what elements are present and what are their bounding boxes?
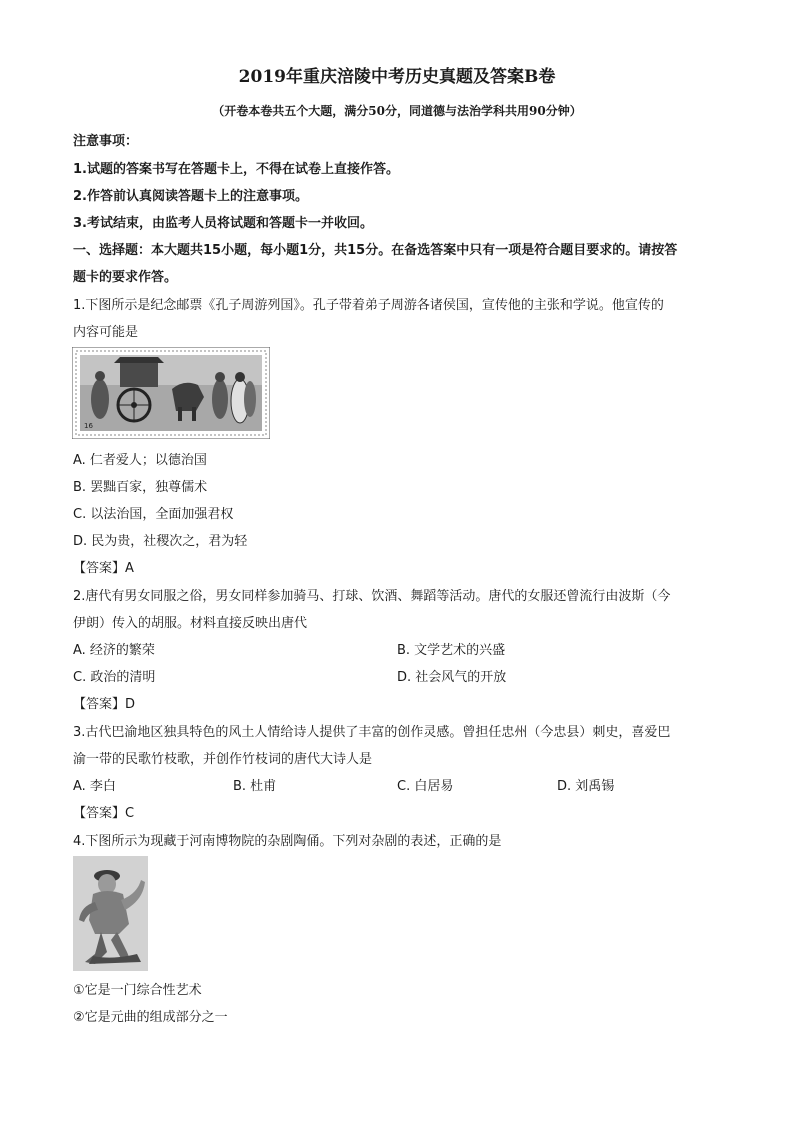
option-b: B. 文学艺术的兴盛 — [397, 643, 506, 658]
svg-text:16: 16 — [84, 422, 93, 430]
answer: 【答案】C — [73, 806, 135, 821]
answer: 【答案】D — [73, 697, 136, 712]
zaju-figurine-image — [73, 856, 148, 971]
statement-item: ①它是一门综合性艺术 — [73, 983, 202, 998]
option-d: D. 民为贵，社稷次之，君为轻 — [73, 534, 248, 549]
option-a: A. 仁者爱人；以德治国 — [73, 453, 207, 468]
option-b: B. 杜甫 — [233, 779, 277, 794]
option-c: C. 以法治国，全面加强君权 — [73, 507, 234, 522]
answer: 【答案】A — [73, 561, 134, 576]
confucius-stamp-image — [72, 347, 270, 439]
option-c: C. 政治的清明 — [73, 670, 156, 685]
question-stem-cont: 伊朗）传入的胡服。材料直接反映出唐代 — [73, 616, 308, 631]
notice-item: 2.作答前认真阅读答题卡上的注意事项。 — [73, 189, 308, 204]
notice-heading: 注意事项： — [73, 134, 139, 149]
option-c: C. 白居易 — [397, 779, 454, 794]
page-subtitle: （开卷本卷共五个大题，满分50分，同道德与法治学科共用90分钟） — [212, 104, 582, 118]
option-d: D. 社会风气的开放 — [397, 670, 507, 685]
option-b: B. 罢黜百家，独尊儒术 — [73, 480, 208, 495]
option-d: D. 刘禹锡 — [557, 779, 615, 794]
question-stem: 1.下图所示是纪念邮票《孔子周游列国》。孔子带着弟子周游各诸侯国，宣传他的主张和学说。他宣传的 — [73, 298, 664, 313]
question-stem: 4.下图所示为现藏于河南博物院的杂剧陶俑。下列对杂剧的表述，正确的是 — [73, 834, 502, 849]
section-heading-cont: 题卡的要求作答。 — [73, 270, 178, 285]
notice-item: 3.考试结束，由监考人员将试题和答题卡一并收回。 — [73, 216, 373, 231]
notice-item: 1.试题的答案书写在答题卡上，不得在试卷上直接作答。 — [73, 162, 399, 177]
question-stem-cont: 渝一带的民歌竹枝歌，并创作竹枝词的唐代大诗人是 — [73, 752, 373, 767]
question-stem: 2.唐代有男女同服之俗，男女同样参加骑马、打球、饮酒、舞蹈等活动。唐代的女服还曾流行由波斯（今 — [73, 589, 671, 604]
page-title: 2019年重庆涪陵中考历史真题及答案B卷 — [238, 67, 556, 87]
section-heading: 一、选择题：本大题共15小题，每小题1分，共15分。在备选答案中只有一项是符合题目要求的。请按答 — [73, 243, 678, 258]
question-stem: 3.古代巴渝地区独具特色的风土人情给诗人提供了丰富的创作灵感。曾担任忠州（今忠县）刺史，喜爱巴 — [73, 725, 671, 740]
option-a: A. 经济的繁荣 — [73, 643, 155, 658]
option-a: A. 李白 — [73, 779, 116, 794]
question-stem-cont: 内容可能是 — [73, 325, 139, 340]
statement-item: ②它是元曲的组成部分之一 — [73, 1010, 228, 1025]
